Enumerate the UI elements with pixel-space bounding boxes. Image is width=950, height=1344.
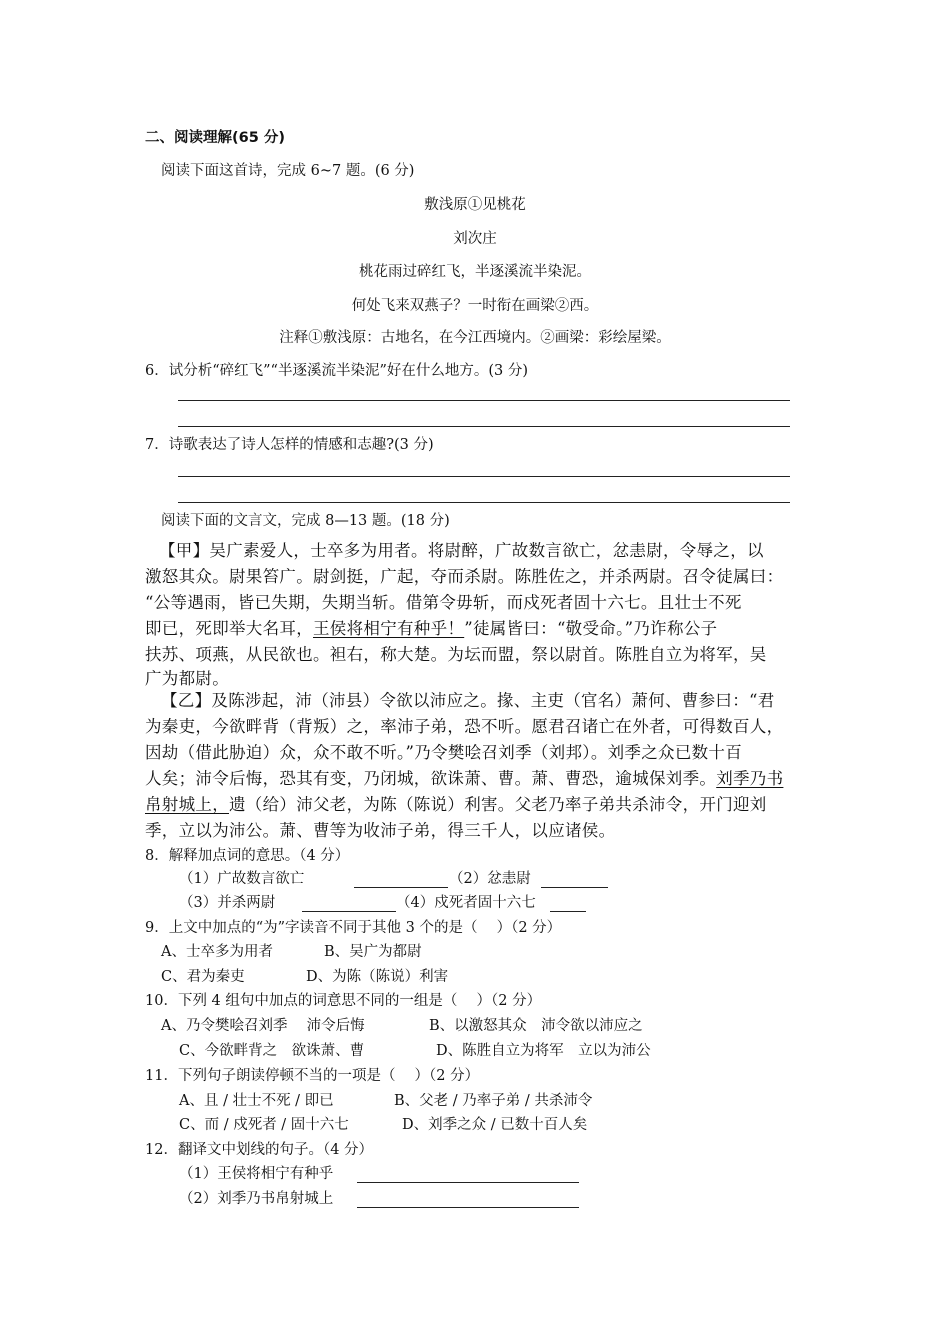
q11-option-b[interactable]: B、父老 / 乃率子弟 / 共杀沛令	[394, 1093, 593, 1109]
question-7: 7．诗歌表达了诗人怎样的情感和志趣?(3 分)	[145, 437, 434, 453]
passage-jia-line	[145, 619, 717, 639]
q8-blank-2[interactable]	[541, 871, 608, 888]
poem-intro: 阅读下面这首诗，完成 6~7 题。(6 分)	[161, 163, 415, 179]
passage-jia-line: “公等遇雨，皆已失期，失期当斩。借第令毋斩，而戍死者固十六七。且壮士不死	[145, 593, 742, 612]
passage-yi-line	[145, 795, 767, 815]
text-segment: ”徒属皆曰：“敬受命。”乃诈称公子	[464, 619, 718, 638]
answer-line[interactable]	[178, 426, 790, 427]
q9-option-b[interactable]: B、吴广为都尉	[324, 944, 422, 960]
q12-blank-2[interactable]	[357, 1191, 579, 1208]
q9-option-a[interactable]: A、士卒多为用者	[161, 944, 273, 960]
passage-yi-line: 季，立以为沛公。萧、曹等为收沛子弟，得三千人，以应诸侯。	[145, 821, 616, 840]
wenyan-intro: 阅读下面的文言文，完成 8—13 题。(18 分)	[161, 513, 450, 529]
q10-option-d[interactable]: D、陈胜自立为将军 立以为沛公	[436, 1043, 651, 1059]
q11-option-d[interactable]: D、刘季之众 / 已数十百人矣	[402, 1117, 588, 1133]
section-title: 二、阅读理解(65 分)	[145, 130, 285, 146]
underlined-sentence-1: 王侯将相宁有种乎！	[313, 619, 465, 638]
text-segment: 遗（给）沛父老，为陈（陈说）利害。父老乃率子弟共杀沛令，开门迎刘	[229, 795, 767, 814]
text-segment: 即已，死即举大名耳，	[145, 619, 313, 638]
question-12: 12．翻译文中划线的句子。（4 分）	[145, 1142, 374, 1158]
q12-blank-1[interactable]	[357, 1166, 579, 1183]
q8-item-3: （3）并杀两尉	[179, 895, 276, 911]
q10-option-a[interactable]: A、乃令樊哙召刘季 沛令后悔	[161, 1018, 365, 1034]
passage-jia-line: 扶苏、项燕，从民欲也。袒右，称大楚。为坛而盟，祭以尉首。陈胜自立为将军，吴	[145, 645, 767, 664]
q8-item-1: （1）广故数言欲亡	[179, 871, 305, 887]
q8-blank-1[interactable]	[354, 871, 448, 888]
answer-line[interactable]	[178, 400, 790, 401]
underlined-sentence-2: 刘季乃书	[716, 769, 784, 788]
q8-blank-3[interactable]	[302, 895, 396, 912]
passage-yi-line: 【乙】及陈涉起，沛（沛县）令欲以沛应之。掾、主吏（官名）萧何、曹参曰：“君	[161, 691, 775, 710]
q8-item-2: （2）忿恚尉	[449, 871, 531, 887]
question-6: 6．试分析“碎红飞”“半逐溪流半染泥”好在什么地方。(3 分)	[145, 363, 529, 379]
passage-yi-line: 为秦吏，今欲畔背（背叛）之，率沛子弟，恐不听。愿君召诸亡在外者，可得数百人，	[145, 717, 784, 736]
poem-notes: 注释①敷浅原：古地名，在今江西境内。②画梁：彩绘屋梁。	[279, 330, 671, 346]
underlined-sentence-2: 帛射城上，	[145, 795, 229, 814]
text-segment: 人矣；沛令后悔，恐其有变，乃闭城，欲诛萧、曹。萧、曹恐，逾城保刘季。	[145, 769, 717, 788]
poem-author: 刘次庄	[453, 231, 497, 247]
q11-option-a[interactable]: A、且 / 壮士不死 / 即已	[179, 1093, 334, 1109]
q12-sentence-2: （2）刘季乃书帛射城上	[179, 1191, 334, 1207]
poem-line-2: 何处飞来双燕子？一时衔在画梁②西。	[351, 298, 599, 314]
poem-line-1: 桃花雨过碎红飞，半逐溪流半染泥。	[359, 264, 591, 280]
q8-blank-4[interactable]	[550, 895, 586, 912]
question-10: 10．下列 4 组句中加点的词意思不同的一组是（ ）（2 分）	[145, 993, 542, 1009]
answer-line[interactable]	[178, 476, 790, 477]
q10-option-b[interactable]: B、以激怒其众 沛令欲以沛应之	[429, 1018, 643, 1034]
passage-jia-line: 【甲】吴广素爱人，士卒多为用者。将尉醉，广故数言欲亡，忿恚尉，令辱之，以	[159, 541, 764, 560]
q9-option-c[interactable]: C、君为秦吏	[161, 969, 245, 985]
passage-jia-line: 激怒其众。尉果笞广。尉剑挺，广起，夺而杀尉。陈胜佐之，并杀两尉。召令徒属曰：	[145, 567, 784, 586]
q8-item-4: （4）戍死者固十六七	[396, 895, 536, 911]
q12-sentence-1: （1）王侯将相宁有种乎	[179, 1166, 334, 1182]
poem-title: 敷浅原①见桃花	[424, 197, 526, 213]
question-9: 9．上文中加点的“为”字读音不同于其他 3 个的是（ ）（2 分）	[145, 920, 562, 936]
answer-line[interactable]	[178, 502, 790, 503]
question-11: 11．下列句子朗读停顿不当的一项是（ ）（2 分）	[145, 1068, 480, 1084]
q9-option-d[interactable]: D、为陈（陈说）利害	[306, 969, 449, 985]
passage-yi-line: 因劫（借此胁迫）众，众不敢不听。”乃令樊哙召刘季（刘邦）。刘季之众已数十百	[145, 743, 743, 762]
passage-jia-line: 广为都尉。	[145, 669, 229, 688]
question-8: 8．解释加点词的意思。（4 分）	[145, 848, 350, 864]
passage-yi-line	[145, 769, 783, 789]
q11-option-c[interactable]: C、而 / 戍死者 / 固十六七	[179, 1117, 349, 1133]
q10-option-c[interactable]: C、今欲畔背之 欲诛萧、曹	[179, 1043, 365, 1059]
